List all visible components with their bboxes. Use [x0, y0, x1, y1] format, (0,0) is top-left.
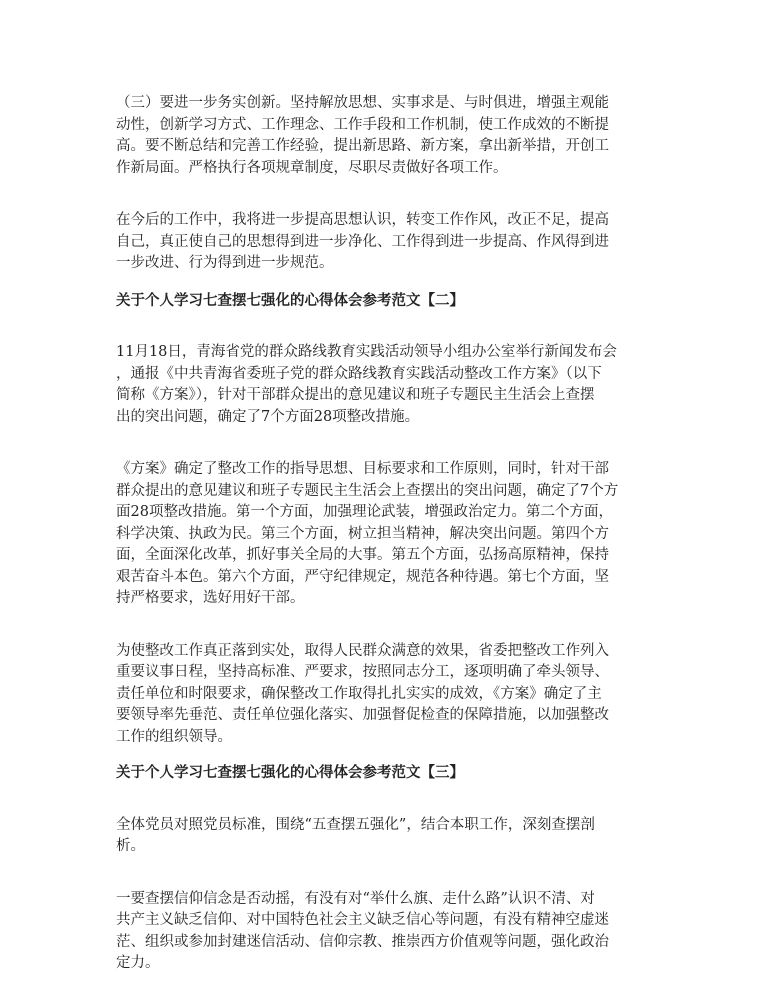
paragraph-implementation: 为使整改工作真正落到实处，取得人民群众满意的效果，省委把整改工作列入 重要议事日程，坚持高标准、严要求，按照同志分工，逐项明确了牵头领导、 责任单位和时限要求，确保整改工作取得扎扎实实的成效，《方案》确定了主 要领导率先垂范、责任单位强化落实、加强督促检查的保障措施，以加强整改 工作的组织领导。	[116, 642, 609, 745]
paragraph-party-members: 全体党员对照党员标准，围绕“五查摆五强化”，结合本职工作，深刻查摆剖 析。	[116, 816, 595, 854]
paragraph-plan-measures: 《方案》确定了整改工作的指导思想、目标要求和工作原则，同时，针对干部 群众提出的意见建议和班子专题民主生活会上查摆出的突出问题，确定了7个方 面28项整改措施。第一个方面，加强理论武装，增强政治定力。第二个方面， 科学决策、执政为民。第三个方面，树立担当精神，解决突出问题。第四个方 面，全面深化改革，抓好事关全局的大事。第五个方面，弘扬高原精神，保持 艰苦奋斗本色。第六个方面，严守纪律规定，规范各种待遇。第七个方面，坚 持严格要求，选好用好干部。	[116, 461, 619, 606]
document-body	[116, 93, 656, 975]
paragraph-faith-check: 一要查摆信仰信念是否动摇，有没有对“举什么旗、走什么路”认识不清、对 共产主义缺乏信仰、对中国特色社会主义缺乏信心等问题，有没有精神空虚迷 茫、组织或参加封建迷信活动、信仰宗教、推崇西方价值观等问题，强化政治 定力。	[116, 890, 609, 971]
paragraph-future-work: 在今后的工作中，我将进一步提高思想认识，转变工作作风，改正不足，提高 自己，真正使自己的思想得到进一步净化、工作得到进一步提高、作风得到进 一步改进、行为得到进一步规范。	[116, 212, 609, 271]
section-heading-two: 关于个人学习七查摆七强化的心得体会参考范文【二】	[116, 291, 464, 309]
paragraph-innovation: （三）要进一步务实创新。坚持解放思想、实事求是、与时俱进，增强主观能 动性，创新学习方式、工作理念、工作手段和工作机制，使工作成效的不断提 高。要不断总结和完善工作经验，提出新思路、新方案，拿出新举措，开创工 作新局面。严格执行各项规章制度，尽职尽责做好各项工作。	[116, 95, 609, 176]
paragraph-press-conference: 11月18日，青海省党的群众路线教育实践活动领导小组办公室举行新闻发布会 ，通报《中共青海省委班子党的群众路线教育实践活动整改工作方案》（以下 简称《方案》），针对干部群众提出的意见建议和班子专题民主生活会上查摆 出的突出问题，确定了7个方面28项整改措施。	[116, 344, 617, 425]
section-heading-three: 关于个人学习七查摆七强化的心得体会参考范文【三】	[116, 764, 464, 781]
